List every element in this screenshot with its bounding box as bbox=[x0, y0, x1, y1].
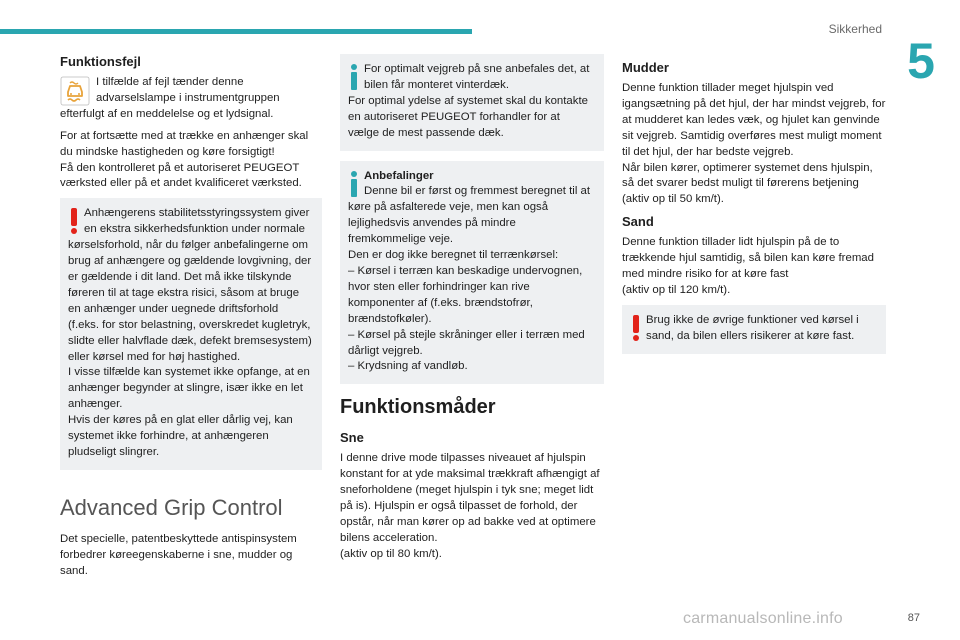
mud-heading: Mudder bbox=[622, 60, 669, 75]
agc-heading: Advanced Grip Control bbox=[60, 494, 283, 520]
column-2 bbox=[340, 54, 604, 569]
trailer-warning-text-2: I visse tilfælde kan systemet ikke opfange, at en anhænger begynder at slingre, især ikke en let anhænger. bbox=[68, 366, 310, 411]
snow-heading: Sne bbox=[340, 430, 364, 446]
recommendations-text-2: Den er dog ikke beregnet til terrænkørsel: bbox=[348, 249, 559, 262]
recommendations-text-4: – Kørsel på stejle skråninger eller i terræn med dårligt vejgreb. bbox=[348, 328, 585, 357]
mud-text-1: Denne funktion tillader meget hjulspin ved igangsætning på det hjul, der har mindst vejgreb, for at mudderet kan ledes væk, og hjulet kan genvinde sit vejgreb. Samtidig overføres mest muligt moment til det hjul, der har bedste vejgreb. bbox=[622, 82, 886, 158]
warning-exclamation-icon bbox=[630, 314, 642, 342]
snow-text-1: I denne drive mode tilpasses niveauet af hjulspin konstant for at yde maksimal trækkraft afhængigt af sneforholdene (meget hjulspin i tyk sne; meget lidt på is). Hjulspin er også tilpasset de forhold, der opstår, når man kører op ad bakke ved at optimere bilens acceleration. bbox=[340, 452, 600, 544]
tyres-info-text-2: For optimal ydelse af systemet skal du kontakte en autoriseret PEUGEOT forhandler for at vælge de mest passende dæk. bbox=[348, 94, 588, 139]
fault-text-1: I tilfælde af fejl tænder denne advarselslampe i instrumentgruppen efterfulgt af en meddelelse og et lydsignal. bbox=[60, 76, 280, 120]
page-number: 87 bbox=[907, 612, 920, 624]
snow-text-2: (aktiv op til 80 km/t). bbox=[340, 547, 442, 560]
recommendations-text-1: Denne bil er først og fremmest beregnet til at køre på asfalterede veje, men kan også lejlighedsvis anvendes på mindre fremkommelige veje. bbox=[348, 185, 591, 246]
recommendations-text-5: – Krydsning af vandløb. bbox=[348, 360, 468, 373]
traction-warning-icon bbox=[60, 76, 90, 106]
sand-warning-text: Brug ikke de øvrige funktioner ved kørsel i sand, da bilen ellers risikerer at køre fast. bbox=[646, 313, 859, 342]
info-icon bbox=[348, 63, 360, 91]
trailer-warning-box bbox=[60, 198, 322, 470]
trailer-warning-text-3: Hvis der køres på en glat eller dårlig vej, kan systemet ikke forhindre, at anhængeren pludseligt slingrer. bbox=[68, 414, 293, 458]
recommendations-label: Anbefalinger bbox=[364, 169, 434, 182]
fault-text-2: For at fortsætte med at trække en anhænger skal du mindske hastigheden og køre forsigtigt! bbox=[60, 129, 309, 158]
mud-text-3: (aktiv op til 50 km/t). bbox=[622, 193, 724, 206]
sand-text-1: Denne funktion tillader lidt hjulspin på de to trækkende hjul samtidig, så bilen kan køre fremad med mindre risiko for at køre fast bbox=[622, 236, 874, 281]
watermark: carmanualsonline.info bbox=[683, 610, 843, 627]
agc-text: Det specielle, patentbeskyttede antispinsystem forbedrer køreegenskaberne i sne, mudder og sand. bbox=[60, 532, 297, 577]
trailer-warning-text-1: Anhængerens stabilitetsstyringssystem giver en ekstra sikkerhedsfunktion under normale kørselsforhold, når du følger anbefalingerne om brug af anhængere og gældende lovgivning, der er gældende i dit land. Det må ikke tilskynde føreren til at tage ekstra risici, såsom at bruge en anhænger under uegnede driftsforhold (f.eks. for stor belastning, overskredet kugletryk, slidte eller halvflade dæk, defekt bremsesystem) eller kørsel med for høj hastighed. bbox=[68, 207, 312, 363]
mud-text-2: Når bilen kører, optimerer systemet dens hjulspin, så det svarer bedst muligt til førerens betjening bbox=[622, 161, 873, 190]
info-icon bbox=[348, 170, 360, 198]
fault-heading: Funktionsfejl bbox=[60, 54, 141, 69]
column-1 bbox=[60, 54, 322, 586]
fault-text-3: Få den kontrolleret på et autoriseret PEUGEOT værksted eller på et andet kvalificeret værksted. bbox=[60, 161, 302, 190]
sand-warning-box bbox=[622, 305, 886, 354]
recommendations-text-3: – Kørsel i terræn kan beskadige undervognen, hvor sten eller forhindringer kan rive komponenter af (f.eks. brændstofrør, brændstofkøler). bbox=[348, 264, 583, 325]
recommendations-box bbox=[340, 161, 604, 385]
warning-exclamation-icon bbox=[68, 207, 80, 235]
tyres-info-box bbox=[340, 54, 604, 151]
sand-heading: Sand bbox=[622, 214, 654, 230]
sand-text-2: (aktiv op til 120 km/t). bbox=[622, 283, 731, 296]
fault-section bbox=[60, 75, 322, 192]
section-title: Sikkerhed bbox=[828, 22, 882, 36]
modes-heading: Funktionsmåder bbox=[340, 396, 496, 419]
tyres-info-text-1: For optimalt vejgreb på sne anbefales det, at bilen får monteret vinterdæk. bbox=[364, 63, 590, 91]
column-3 bbox=[622, 60, 886, 364]
chapter-number: 5 bbox=[907, 33, 935, 89]
header-accent-bar bbox=[0, 29, 472, 34]
